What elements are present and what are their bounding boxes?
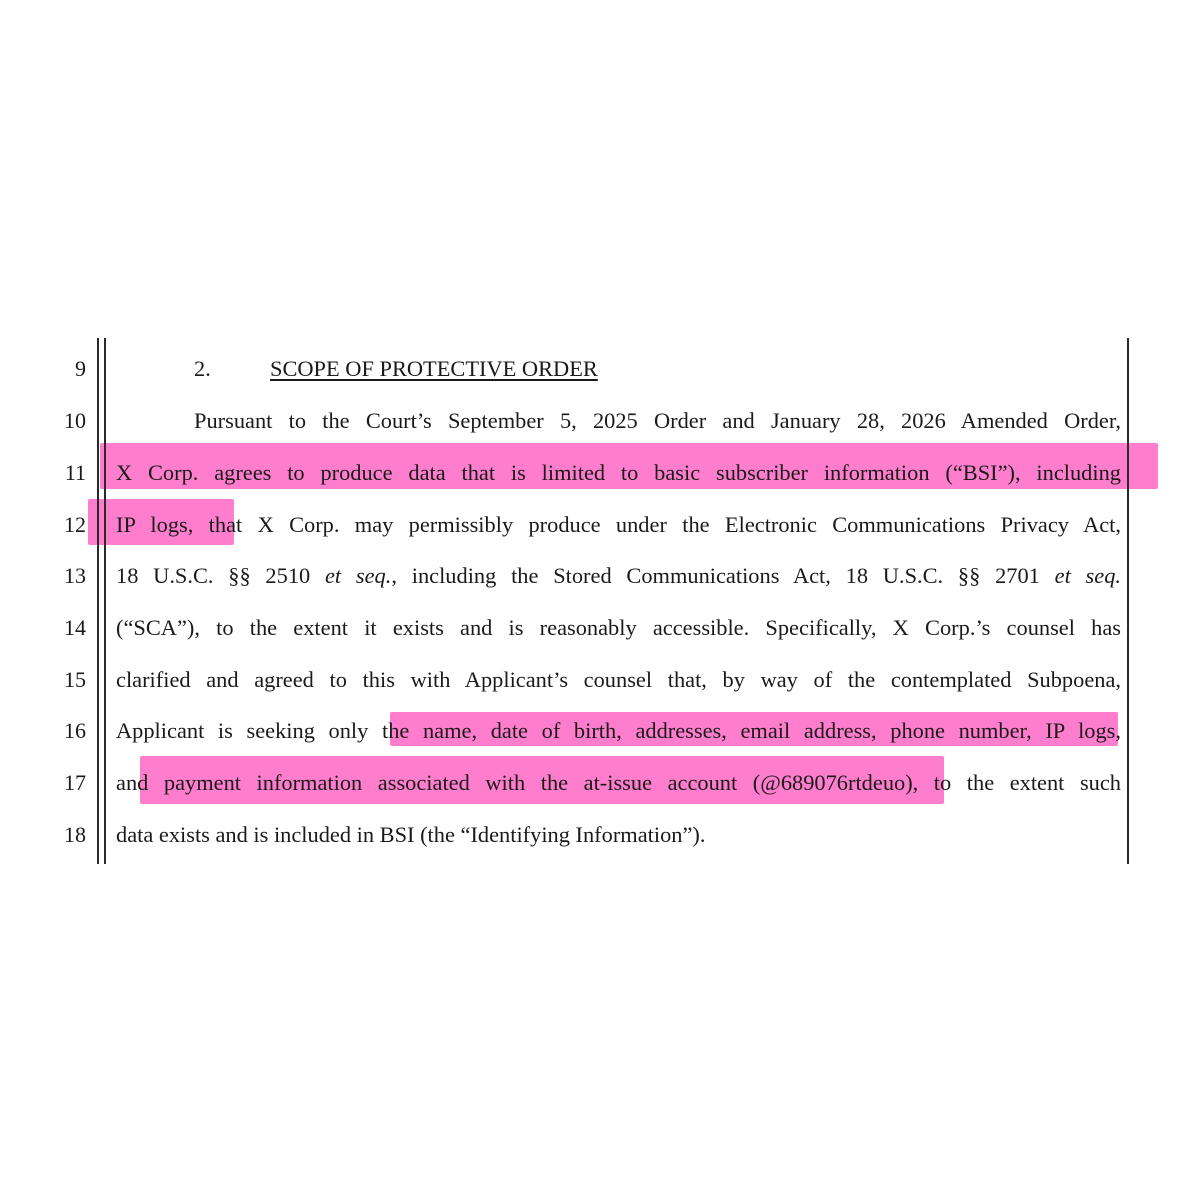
line-number: 14 (64, 615, 86, 640)
line-number: 12 (64, 512, 86, 537)
line-number: 17 (64, 770, 86, 795)
document-line (0, 351, 1200, 387)
line-text: clarified and agreed to this with Applicant’s counsel that, by way of the contemplated Subpoena, (116, 667, 1121, 692)
line-text-segment: 18 U.S.C. §§ 2510 (116, 563, 325, 588)
line-number: 18 (64, 822, 86, 847)
document-line (0, 765, 1200, 801)
document-line (0, 455, 1200, 491)
document-line (0, 403, 1200, 439)
document-line (0, 558, 1200, 594)
line-text (116, 558, 1121, 594)
line-number: 10 (64, 408, 86, 433)
line-number: 16 (64, 718, 86, 743)
document-line (0, 610, 1200, 646)
line-text: and payment information associated with the at-issue account (@689076rtdeuo), to the extent such (116, 770, 1121, 795)
line-number: 13 (64, 563, 86, 588)
line-text: Pursuant to the Court’s September 5, 2025 Order and January 28, 2026 Amended Order, (194, 408, 1121, 433)
line-number: 15 (64, 667, 86, 692)
line-text-italic: et seq. (324, 563, 392, 588)
line-number: 11 (64, 460, 86, 485)
document-line (0, 662, 1200, 698)
line-text-segment: , including the Stored Communications Act, 18 U.S.C. §§ 2701 (391, 563, 1055, 588)
document-line (0, 507, 1200, 543)
document-line (0, 817, 1200, 853)
line-text-italic: et seq. (1054, 563, 1121, 588)
line-text: IP logs, that X Corp. may permissibly produce under the Electronic Communications Privacy Act, (116, 512, 1121, 537)
line-number: 9 (75, 356, 86, 381)
section-number: 2. (194, 356, 211, 381)
line-text: X Corp. agrees to produce data that is limited to basic subscriber information (“BSI”), including (116, 460, 1121, 485)
document-line (0, 713, 1200, 749)
line-text: data exists and is included in BSI (the “Identifying Information”). (116, 822, 706, 847)
line-text: Applicant is seeking only the name, date of birth, addresses, email address, phone number, IP logs, (116, 718, 1121, 743)
section-title: SCOPE OF PROTECTIVE ORDER (270, 356, 598, 381)
line-text: (“SCA”), to the extent it exists and is reasonably accessible. Specifically, X Corp.’s counsel has (116, 615, 1121, 640)
